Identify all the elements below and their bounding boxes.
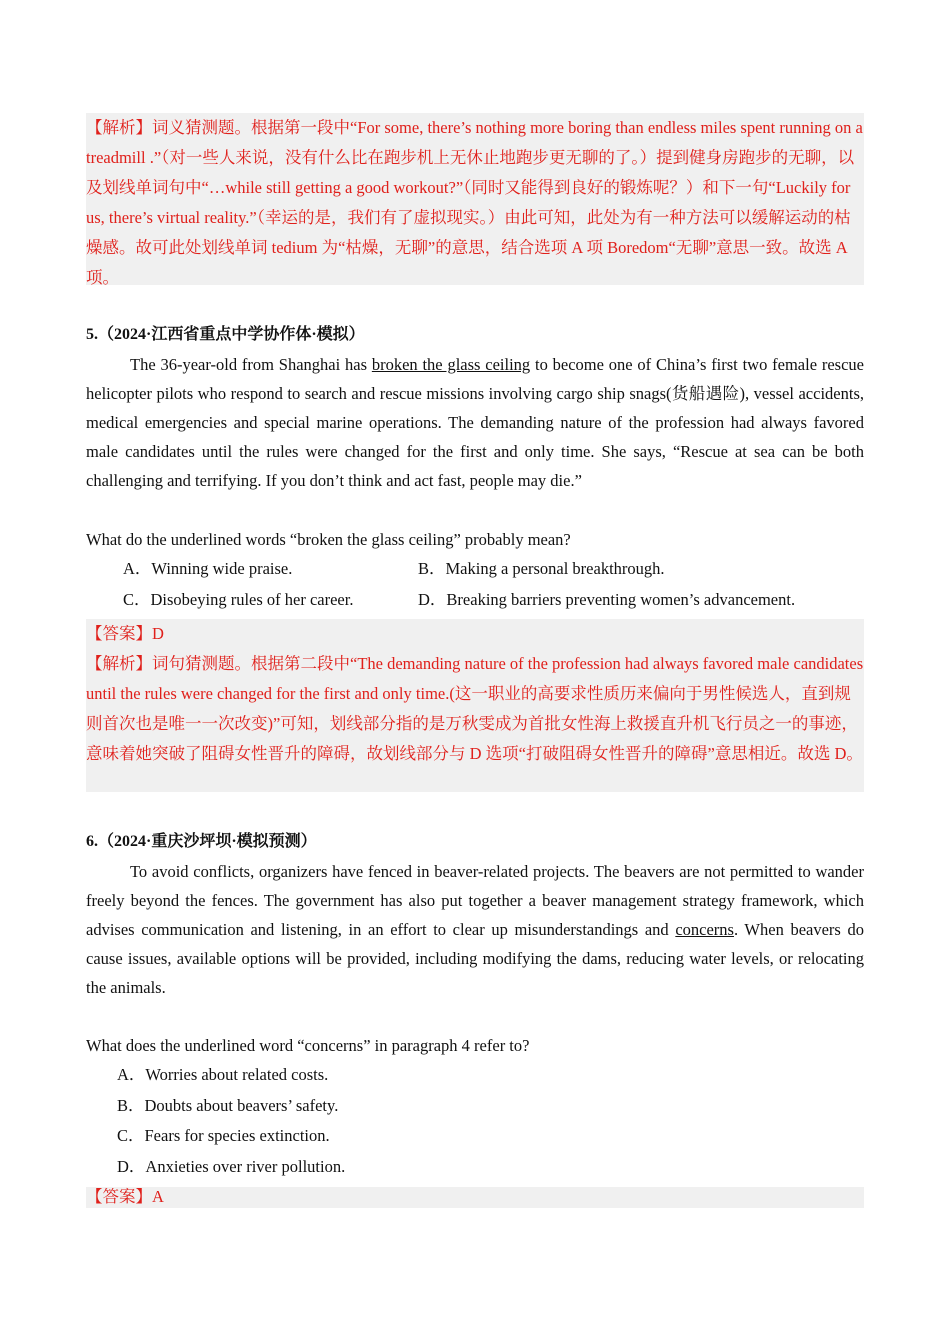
question-6-options bbox=[117, 1063, 345, 1185]
underlined-word: concerns bbox=[675, 920, 734, 939]
analysis-tag: 【解析】 bbox=[86, 118, 152, 137]
answer-tag: 【答案】 bbox=[86, 624, 152, 643]
option-d: D．Anxieties over river pollution. bbox=[117, 1156, 346, 1176]
question-6-passage: To avoid conflicts, organizers have fenced in beaver-related projects. The beavers are not permitted to wander freely beyond the fences. The government has also put together a beaver management strategy framework, which advises communication and listening, in an effort to clear up misunderstandings and concerns. When beavers do cause issues, available options will be provided, including modifying the dams, reducing water levels, or relocating the animals. bbox=[86, 862, 864, 997]
answer-line-q5 bbox=[86, 619, 864, 649]
option-c: C．Disobeying rules of her career. bbox=[123, 590, 354, 609]
analysis-text-q4 bbox=[86, 113, 864, 293]
question-6-stem: What does the underlined word “concerns” in paragraph 4 refer to? bbox=[86, 1036, 530, 1055]
answer-block-q6 bbox=[86, 1187, 864, 1208]
option-a: A．Worries about related costs. bbox=[117, 1065, 329, 1084]
answer-block-q5 bbox=[86, 619, 864, 792]
analysis-body: 词义猜测题。根据第一段中“For some, there’s nothing more boring than endless miles spent running on a treadmill .”（对一些人来说，没有什么比在跑步机上无休止地跑步更无聊的了。）提到健身房跑步的无聊，以及划线单词句中“…while still getting a good workout?”（同时又能得到良好的锻炼呢？）和下一句“Luckily for us, there’s virtual reality.”（幸运的是，我们有了虚拟现实。）由此可知，此处为有一种方法可以缓解运动的枯燥感。故可此处划线单词 tedium 为“枯燥，无聊”的意思，结合选项 A 项 Boredom“无聊”意思一致。故选 A 项。 bbox=[86, 118, 863, 287]
answer-value: A bbox=[152, 1187, 164, 1206]
analysis-body: 词句猜测题。根据第二段中“The demanding nature of the profession had always favored male candidates until the rules were changed for the first and only time.(这一职业的高要求性质历来偏向于男性候选人，直到规则首次也是唯一一次改变)”可知，划线部分指的是万秋雯成为首批女性海上救援直升机飞行员之一的事迹，意味着她突破了阻碍女性晋升的障碍，故划线部分与 D 选项“打破阻碍女性晋升的障碍”意思相近。故选 D。 bbox=[86, 654, 864, 763]
option-b: B．Doubts about beavers’ safety. bbox=[117, 1095, 339, 1115]
question-5-stem: What do the underlined words “broken the glass ceiling” probably mean? bbox=[86, 530, 571, 549]
option-b: B．Making a personal breakthrough. bbox=[418, 559, 665, 578]
answer-tag: 【答案】 bbox=[86, 1187, 152, 1206]
underlined-phrase: broken the glass ceiling bbox=[371, 355, 531, 374]
question-5-passage: The 36-year-old from Shanghai has broken the glass ceiling to become one of China’s first two female rescue helicopter pilots who respond to search and rescue missions involving cargo ship snags(货船遇险), vessel accidents, medical emergencies and special marine operations. The demanding nature of the profession had always favored male candidates until the rules were changed for the first and only time. She says, “Rescue at sea can be both challenging and terrifying. If you don’t think and act fast, people may die.” bbox=[86, 355, 864, 490]
question-6-heading: 6.（2024·重庆沙坪坝·模拟预测） bbox=[86, 833, 317, 850]
analysis-block-q4 bbox=[86, 113, 864, 285]
question-5-heading: 5.（2024·江西省重点中学协作体·模拟） bbox=[86, 326, 365, 343]
analysis-tag: 【解析】 bbox=[86, 654, 152, 673]
option-d: D．Breaking barriers preventing women’s advancement. bbox=[418, 590, 796, 609]
analysis-text-q5 bbox=[86, 649, 864, 769]
option-a: A．Winning wide praise. bbox=[123, 559, 293, 578]
option-c: C．Fears for species extinction. bbox=[117, 1126, 330, 1145]
question-5-options bbox=[123, 557, 863, 619]
answer-value: D bbox=[152, 624, 164, 643]
